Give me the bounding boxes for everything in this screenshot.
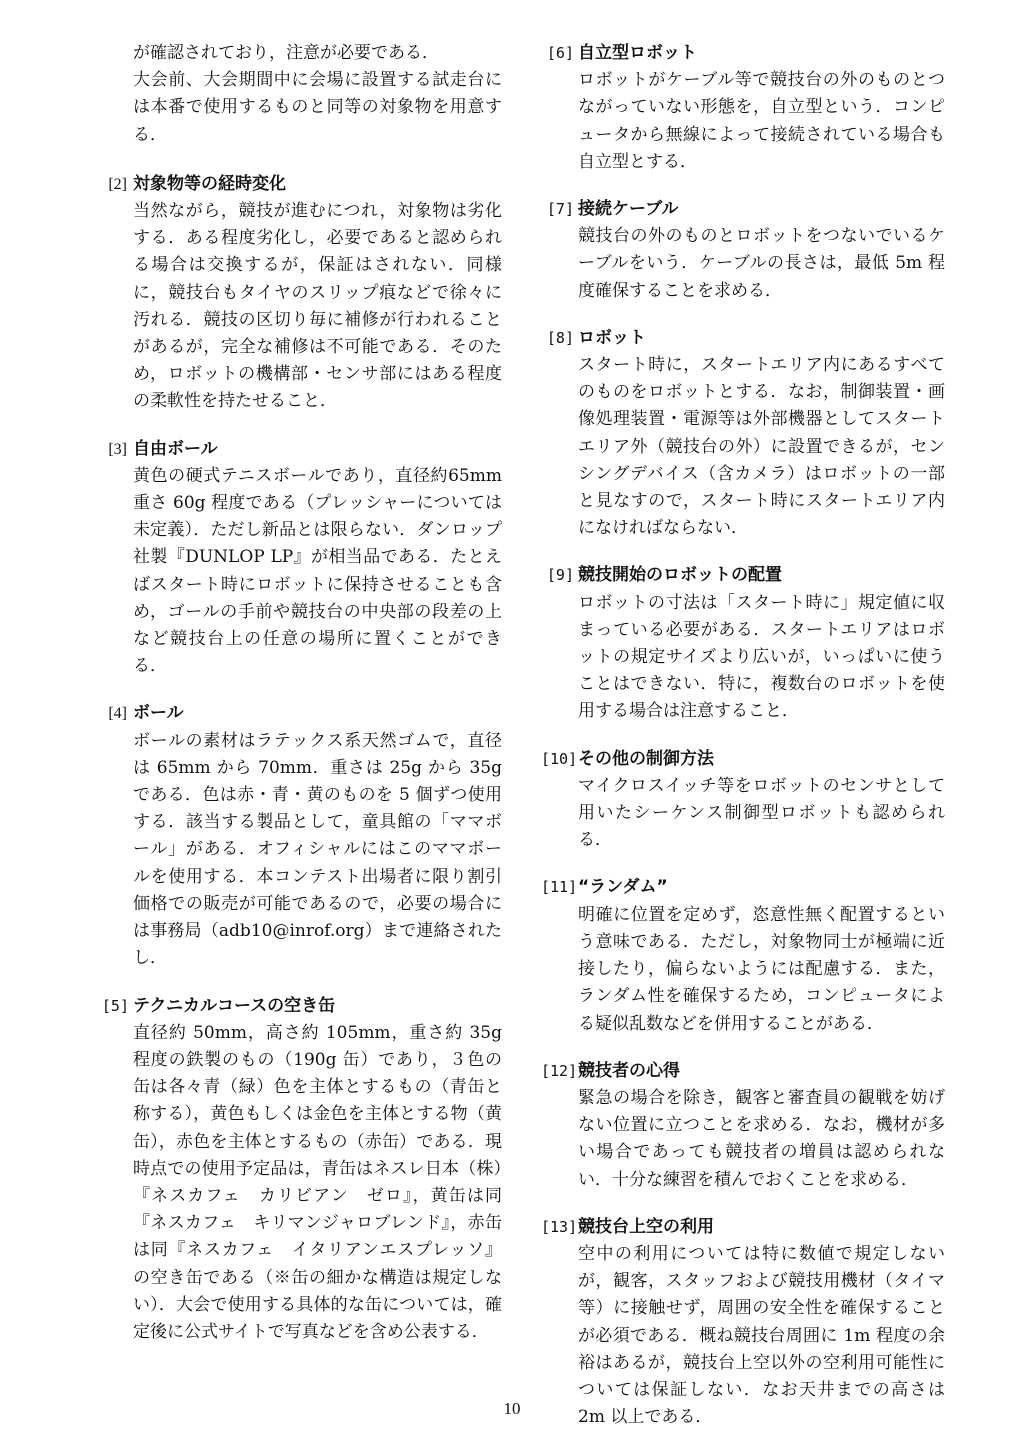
section-number: [6] [546,44,574,62]
section-title: その他の制御方法 [578,748,714,769]
section-number: [13] [541,1217,578,1236]
section-body: マイクロスイッチ等をロボットのセンサとして用いたシーケンス制御型ロボットも認められる． [578,775,945,851]
section-number: [3] [108,440,127,458]
right-column [541,40,945,1451]
section-heading [541,40,945,67]
section-title: ボール [133,703,184,724]
section-11 [541,874,945,1037]
section-number: [9] [546,566,574,585]
section-12 [541,1058,945,1194]
section-heading [541,562,945,589]
section-10 [541,746,945,855]
section-heading [541,325,945,352]
page-number: 10 [503,1399,521,1418]
section-title: 接続ケーブル [578,199,679,220]
section-heading [96,993,502,1020]
section-heading [96,436,502,463]
section-body: 明確に位置を定めず，恣意性無く配置するという意味である．ただし，対象物同士が極端に近接したり，偏らないようには配慮する．また，ランダム性を確保するため，コンピュータによる疑似乱数などを併用することがある． [578,904,945,1034]
section-title: ロボット [578,327,646,348]
section-heading [96,700,502,727]
section-body: 緊急の場合を除き，観客と審査員の観戦を妨げない位置に立つことを求める．なお，機材が多い場合であっても競技者の増員は認められない．十分な練習を積んでおくことを求める． [578,1087,945,1190]
section-body: ロボットがケーブル等で競技台の外のものとつながっていない形態を，自立型という．コンピュータから無線によって接続されている場合も自立型とする． [578,70,945,172]
section-6 [541,40,945,176]
section-title: 対象物等の経時変化 [133,173,286,194]
section-body: 空中の利用については特に数値で規定しないが，観客，スタッフおよび競技用機材（タイマ等）に接触せず，周囲の安全性を確保することが必須である．概ね競技台周囲に 1m 程度の余裕はあるが，競技台上空以外の空利用可能性については保証しない．なお天井までの高さは 2m 以上である． [578,1243,945,1428]
section-body: 直径約 50mm，高さ約 105mm，重さ約 35g 程度の鉄製のもの（190g 缶）であり，３色の缶は各々青（緑）色を主体とするもの（青缶と称する），黄色もしくは金色を主体とする物（黄缶），赤色を主体とするもの（赤缶）である．現時点での使用予定品は，青缶はネスレ日本（株）『ネスカフェ カリビアン ゼロ』，黄缶は同『ネスカフェ キリマンジャロブレンド』，赤缶は同『ネスカフェ イタリアンエスプレッソ』の空き缶である（※缶の細かな構造は規定しない）．大会で使用する具体的な缶については，確定後に公式サイトで写真などを含め公表する． [133,1022,502,1342]
section-7 [541,196,945,305]
section-number: [5] [101,996,129,1015]
section-body: スタート時に，スタートエリア内にあるすべてのものをロボットとする．なお，制御装置・画像処理装置・電源等は外部機器としてスタートエリア外（競技台の外）に設置できるが，センシングデバイス（含カメラ）はロボットの一部と見なすので，スタート時にスタートエリア内になければならない． [578,355,945,539]
section-8 [541,325,945,543]
section-title: 競技者の心得 [578,1060,680,1081]
section-heading [541,196,945,223]
section-body: 黄色の硬式テニスボールであり，直径約65mm 重さ 60g 程度である（プレッシャーについては未定義）．ただし新品とは限らない．ダンロップ社製『DUNLOP LP』が相当品である．たとえばスタート時にロボットに保持させることも含め，ゴールの手前や競技台の中央部の段差の上など競技台上の任意の場所に置くことができる． [133,465,502,677]
section-title: 自立型ロボット [578,43,697,63]
section-body: ボールの素材はラテックス系天然ゴムで，直径は 65mm から 70mm．重さは 25g から 35g である．色は赤・青・黄のものを 5 個ずつ使用する．該当する製品として，童具館の「ママボール」がある．オフィシャルにはこのママボールを使用する．本コンテスト出場者に限り割引価格での販売が可能であるので，必要の場合には事務局（adb10@inrof.org）まで連絡されたし． [133,730,502,969]
continuation-paragraph: が確認されており，注意が必要である． [133,43,439,63]
section-number: [11] [541,878,578,897]
section-number: [2] [108,175,127,193]
section-2 [96,171,502,416]
section-title: テクニカルコースの空き缶 [133,995,336,1016]
section-number: [7] [546,200,574,219]
section-number: [10] [541,749,578,768]
section-body: ロボットの寸法は「スタート時に」規定値に収まっている必要がある．スタートエリアはロボットの規定サイズより広いが，いっぱいに使うことはできない．特に，複数台のロボットを使用する場合は注意すること． [578,592,945,722]
section-title: “ランダム” [578,877,668,898]
section-3 [96,436,502,681]
section-title: 競技台上空の利用 [578,1216,714,1237]
left-column [96,40,502,1366]
section-title: 自由ボール [133,438,218,459]
section-4 [96,700,502,972]
section-number: [4] [108,705,127,723]
section-body: 競技台の外のものとロボットをつないでいるケーブルをいう．ケーブルの長さは，最低 5m 程度確保することを求める． [578,226,945,301]
section-heading [541,1058,945,1085]
section-body: 当然ながら，競技が進むにつれ，対象物は劣化する．ある程度劣化し，必要であると認められる場合は交換するが，保証はされない．同様に，競技台もタイヤのスリップ痕などで徐々に汚れる．競技の区切り毎に補修が行われることがあるが，完全な補修は不可能である．そのため，ロボットの機構部・センサ部にはある程度の柔軟性を持たせること． [133,201,502,412]
section-heading [541,1214,945,1241]
section-number: [12] [541,1061,578,1080]
section-heading [541,874,945,901]
continuation-paragraph: 大会前、大会期間中に会場に設置する試走台には本番で使用するものと同等の対象物を用意する． [133,70,502,145]
section-heading [96,171,502,198]
section-9 [541,562,945,725]
section-title: 競技開始のロボットの配置 [578,565,782,586]
section-heading [541,746,945,773]
section-5 [96,993,502,1347]
section-number: [8] [546,328,574,347]
